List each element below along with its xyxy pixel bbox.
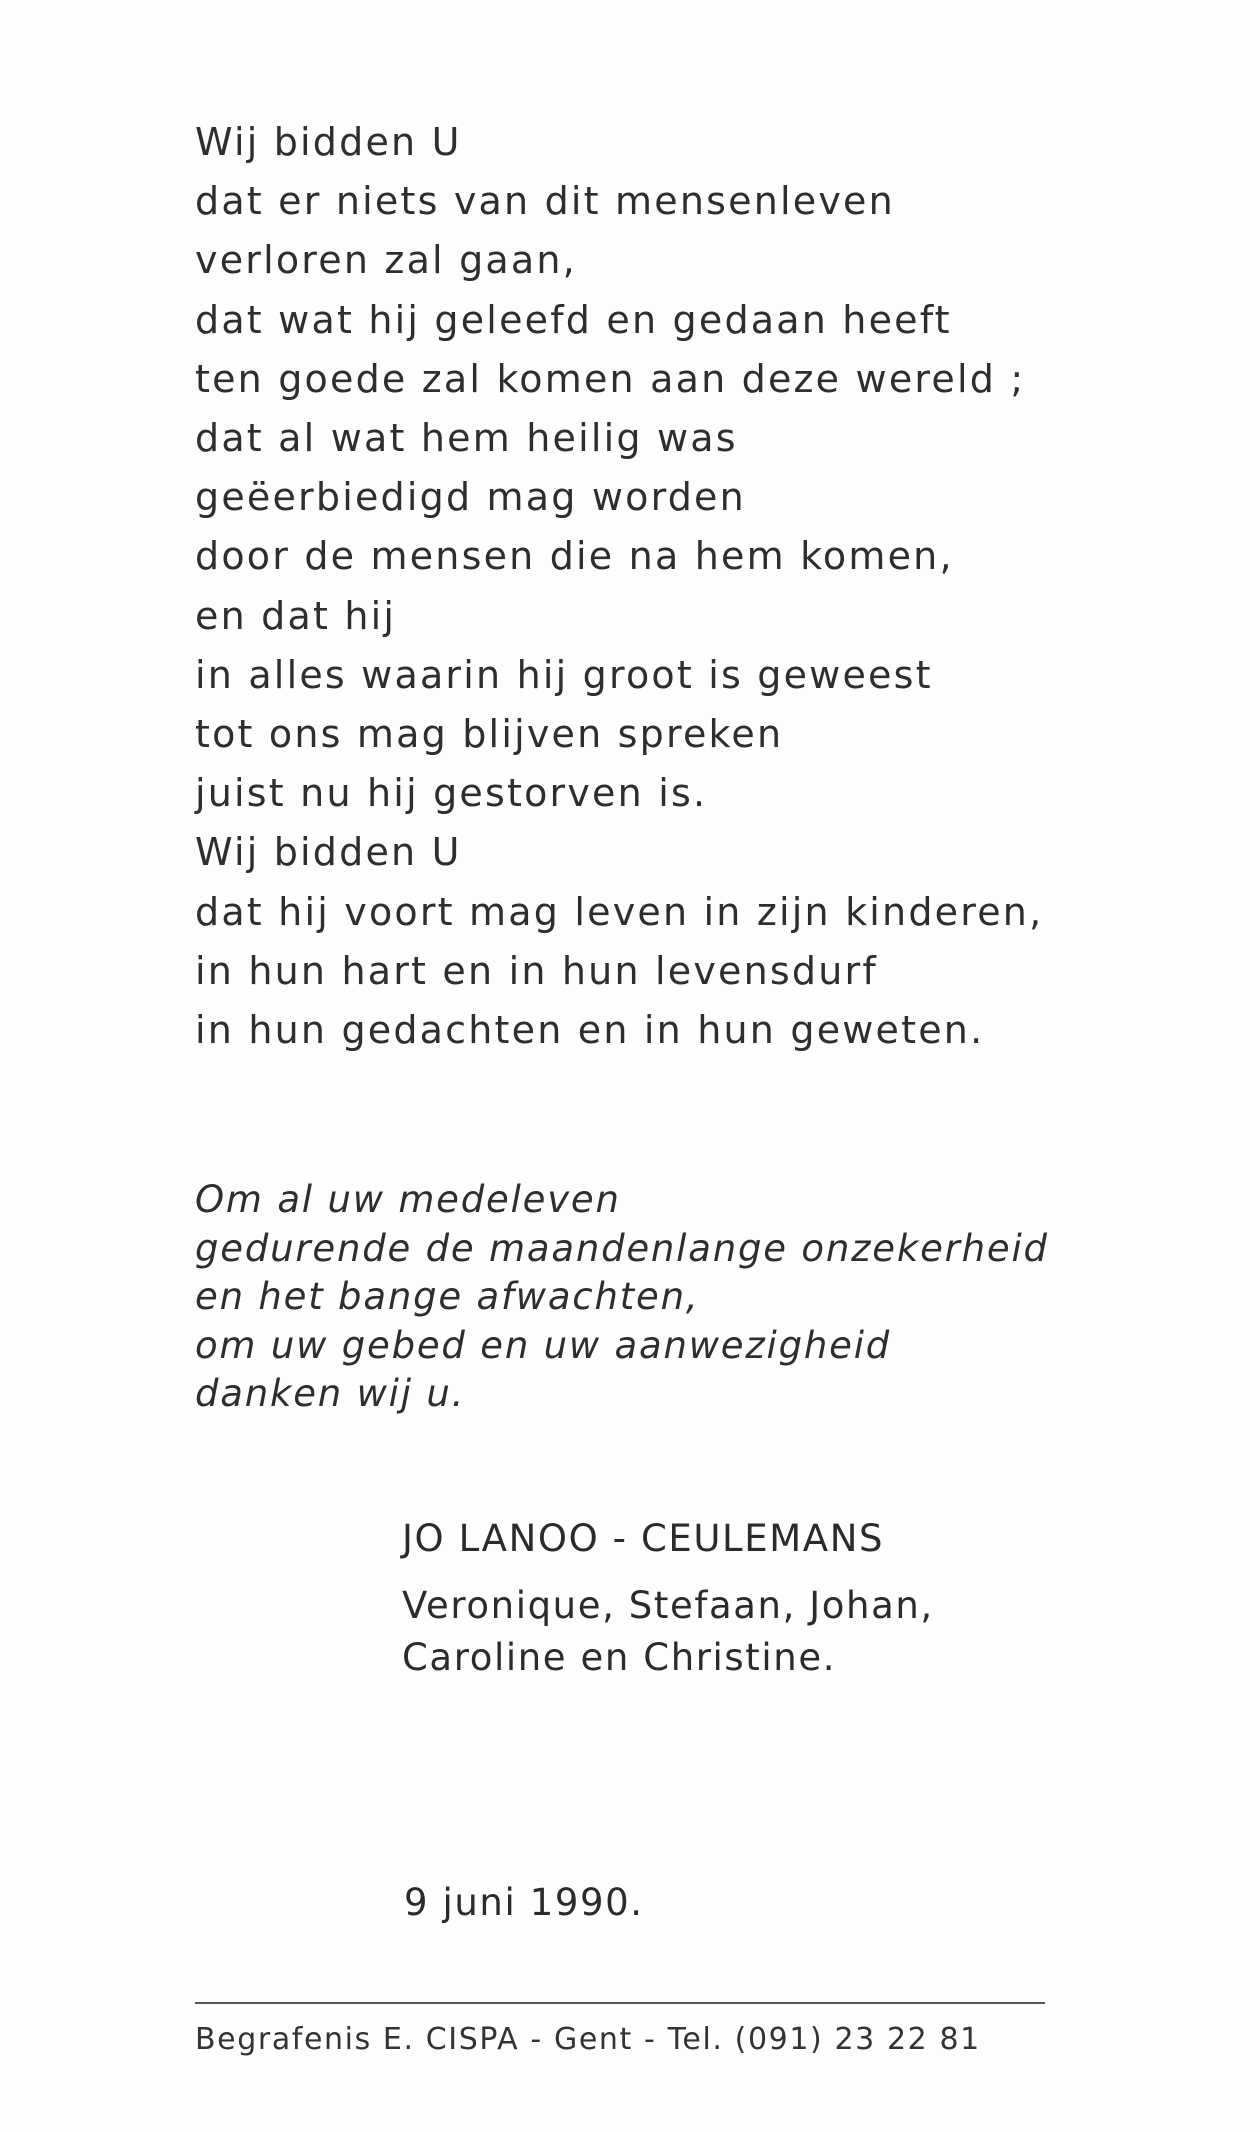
prayer-line: dat er niets van dit mensenleven xyxy=(195,179,895,224)
prayer-line: juist nu hij gestorven is. xyxy=(195,771,708,816)
family-name: JO LANOO - CEULEMANS xyxy=(402,1517,885,1560)
prayer-line: Wij bidden U xyxy=(195,830,462,875)
family-signature xyxy=(402,1514,1202,1684)
prayer-line: ten goede zal komen aan deze wereld ; xyxy=(195,356,1026,401)
prayer-line: dat wat hij geleefd en gedaan heeft xyxy=(195,297,952,342)
prayer-line: dat al wat hem heilig was xyxy=(195,416,738,461)
prayer-line: in hun gedachten en in hun geweten. xyxy=(195,1008,985,1053)
funeral-home-footer: Begrafenis E. CISPA - Gent - Tel. (091) 23 22 81 xyxy=(195,2022,981,2057)
prayer-line: dat hij voort mag leven in zijn kinderen, xyxy=(195,889,1044,934)
prayer-line: verloren zal gaan, xyxy=(195,238,577,283)
prayer-line: tot ons mag blijven spreken xyxy=(195,712,784,757)
children-line: Caroline en Christine. xyxy=(402,1636,837,1679)
prayer-text xyxy=(195,113,1155,1060)
children-line: Veronique, Stefaan, Johan, xyxy=(402,1584,934,1627)
thanks-text xyxy=(195,1176,1195,1419)
prayer-line: Wij bidden U xyxy=(195,120,462,164)
thanks-line: om uw gebed en uw aanwezigheid xyxy=(195,1323,892,1367)
prayer-line: door de mensen die na hem komen, xyxy=(195,534,954,579)
prayer-line: in alles waarin hij groot is geweest xyxy=(195,652,933,697)
prayer-line: en dat hij xyxy=(195,593,397,638)
prayer-line: in hun hart en in hun levensdurf xyxy=(195,948,878,993)
thanks-line: Om al uw medeleven xyxy=(195,1178,621,1221)
thanks-line: en het bange afwachten, xyxy=(195,1275,700,1319)
thanks-line: gedurende de maandenlange onzekerheid xyxy=(195,1226,1049,1270)
prayer-line: geëerbiedigd mag worden xyxy=(195,475,746,520)
footer-divider xyxy=(195,2002,1045,2004)
thanks-line: danken wij u. xyxy=(195,1372,466,1416)
date: 9 juni 1990. xyxy=(404,1881,644,1924)
